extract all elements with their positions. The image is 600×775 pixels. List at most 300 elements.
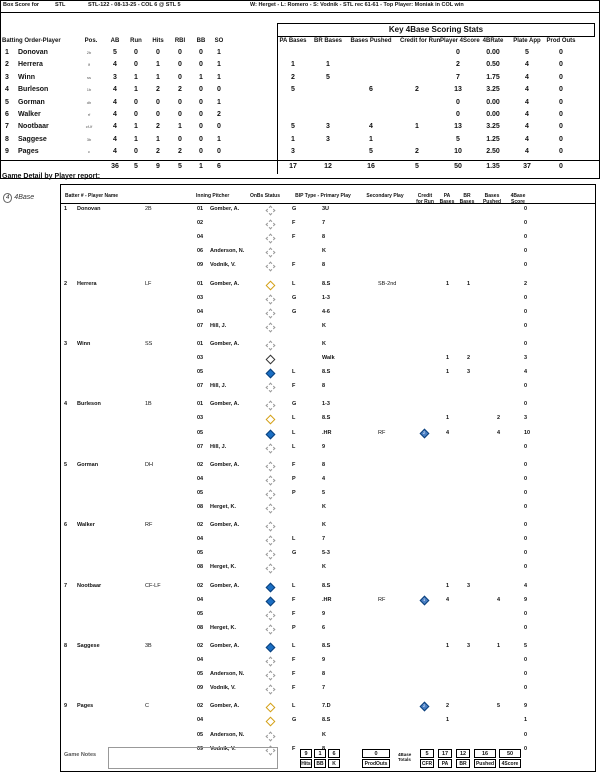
total-cfr: 5 (415, 163, 419, 170)
primary-play: 8 (322, 461, 326, 468)
row-number: 3 (5, 73, 9, 81)
stat-p4: 13 (454, 86, 462, 94)
player-name: Pages (77, 703, 94, 710)
stat-so: 0 (217, 86, 221, 94)
player-name: Winn (77, 340, 91, 347)
total-run: 5 (134, 163, 138, 170)
stat-run: 1 (134, 123, 138, 131)
pitcher: Herget, K. (210, 624, 236, 631)
pa-bases: 1 (446, 369, 450, 376)
row-score: 0 (524, 220, 528, 227)
bip-type: P (292, 489, 296, 496)
primary-play: 7.D (322, 703, 331, 710)
row-score: 3 (524, 415, 528, 422)
br-bases: 3 (467, 369, 471, 376)
bip-type: F (292, 262, 296, 269)
bip-type: P (292, 624, 296, 631)
stat-ab: 4 (113, 86, 117, 94)
stat-rate: 2.50 (486, 148, 500, 156)
stat-rate: 1.25 (486, 135, 500, 143)
stat-ab: 4 (113, 123, 117, 131)
inning: 09 (197, 262, 204, 269)
stat-p4: 0 (456, 49, 460, 56)
row-score: 0 (524, 322, 528, 329)
primary-play: 6 (322, 624, 326, 631)
primary-play: 1-3 (322, 401, 330, 408)
player-name: Saggese (77, 642, 100, 649)
detail-header-pa: PA Bases (439, 193, 455, 205)
stat-po: 0 (559, 123, 563, 131)
player-position: 1b (86, 87, 92, 93)
pa-bases: 1 (446, 717, 450, 724)
footer-stat-value: 0 (362, 749, 390, 758)
total-so: 6 (217, 163, 221, 170)
bip-type: L (292, 280, 296, 287)
total-ab: 36 (111, 163, 119, 170)
footer-stat-label: BR (456, 759, 470, 768)
inning: 02 (197, 642, 204, 649)
primary-play: 4-6 (322, 308, 330, 315)
pitcher: Hill, J. (210, 443, 227, 450)
player-name: Walker (18, 111, 41, 118)
footer-stat-value: 50 (499, 749, 521, 758)
stat-pa: 3 (291, 148, 295, 156)
stat-rate: 3.25 (486, 123, 500, 131)
inning: 05 (197, 731, 204, 738)
stat-po: 0 (559, 61, 563, 69)
row-score: 0 (524, 308, 528, 315)
stat-p4: 10 (454, 148, 462, 156)
row-score: 0 (524, 248, 528, 255)
stat-so: 1 (217, 98, 221, 106)
stat-so: 1 (217, 49, 221, 56)
stat-so: 1 (217, 73, 221, 81)
totals-divider (0, 160, 600, 161)
stat-so: 0 (217, 123, 221, 131)
col-header-br_bases: BR Bases (313, 38, 342, 44)
primary-play: .HR (322, 429, 332, 436)
stat-p4: 0 (456, 111, 460, 118)
row-number: 2 (5, 61, 9, 69)
box-score-label: Box Score for (3, 2, 40, 8)
primary-play: 3U (322, 206, 330, 212)
inning: 07 (197, 443, 204, 450)
stat-run: 0 (134, 148, 138, 156)
inning: 02 (197, 582, 204, 589)
inning: 05 (197, 550, 204, 557)
stat-br: 3 (326, 123, 330, 131)
bip-type: L (292, 642, 296, 649)
bip-type: F (292, 461, 296, 468)
row-score: 0 (524, 564, 528, 571)
primary-play: 8 (322, 234, 326, 241)
secondary-play: RF (378, 429, 386, 436)
col-header-prod_outs: Prod Outs (546, 38, 576, 44)
stat-rbi: 2 (178, 148, 182, 156)
row-score: 0 (524, 340, 528, 347)
stat-app: 4 (525, 123, 529, 131)
stat-app: 4 (525, 148, 529, 156)
player-name: Herrera (77, 280, 97, 287)
player-name: Donovan (77, 206, 101, 212)
stat-rbi: 0 (178, 73, 182, 81)
col-header-bases_pushed: Bases Pushed (350, 38, 392, 44)
col-header-p4score: Player 4Score (440, 38, 480, 44)
stat-pa: 1 (291, 135, 295, 143)
row-number: 1 (5, 49, 9, 56)
bip-type: F (292, 685, 296, 692)
row-score: 0 (524, 745, 528, 752)
bip-type: F (292, 745, 296, 752)
footer-stat-value: 6 (328, 749, 340, 758)
col-header-so: SO (214, 38, 224, 44)
player-position: DH (145, 461, 153, 468)
row-score: 0 (524, 731, 528, 738)
stat-run: 0 (134, 61, 138, 69)
stat-bb: 0 (199, 61, 203, 69)
pa-bases: 1 (446, 582, 450, 589)
stat-hits: 1 (156, 73, 160, 81)
primary-play: 9 (322, 610, 326, 617)
stat-bb: 1 (199, 73, 203, 81)
inning: 04 (197, 596, 204, 603)
primary-play: 8.S (322, 642, 331, 649)
row-score: 0 (524, 475, 528, 482)
pa-bases: 4 (446, 429, 450, 436)
game-notes-label: Game Notes (64, 752, 97, 758)
pa-bases: 1 (446, 355, 450, 361)
total-rbi: 5 (178, 163, 182, 170)
stat-rate: 3.25 (486, 86, 500, 94)
stat-hits: 2 (156, 123, 160, 131)
player-position: RF (145, 522, 153, 529)
footer-stat-value: 16 (474, 749, 496, 758)
row-number: 7 (5, 123, 9, 131)
row-score: 0 (524, 461, 528, 468)
row-score: 0 (524, 671, 528, 678)
primary-play: 7 (322, 685, 326, 692)
player-position: 3b (86, 136, 92, 142)
bip-type: F (292, 383, 296, 390)
inning: 03 (197, 294, 204, 301)
bip-type: L (292, 536, 296, 543)
inning: 02 (197, 220, 204, 227)
inning: 04 (197, 717, 204, 724)
stat-cfr: 2 (415, 86, 419, 94)
stat-p4: 2 (456, 61, 460, 69)
pa-bases: 4 (446, 596, 450, 603)
player-name: Burleson (77, 401, 101, 408)
bip-type: F (292, 610, 296, 617)
stat-bp: 1 (369, 135, 373, 143)
row-score: 2 (524, 280, 528, 287)
primary-play: 5-3 (322, 550, 330, 557)
total-br: 12 (324, 163, 332, 170)
stat-hits: 2 (156, 86, 160, 94)
inning: 08 (197, 624, 204, 631)
stat-br: 3 (326, 135, 330, 143)
row-score: 0 (524, 536, 528, 543)
player-position: CF-LF (145, 582, 161, 589)
player-name: Burleson (18, 86, 49, 94)
stat-po: 0 (559, 148, 563, 156)
primary-play: 8.S (322, 582, 331, 589)
primary-play: K (322, 340, 326, 347)
stat-rbi: 0 (178, 49, 182, 56)
row-score: 0 (524, 206, 528, 212)
row-score: 0 (524, 504, 528, 510)
primary-play: 8 (322, 262, 326, 269)
player-number: 9 (64, 703, 68, 710)
stat-bb: 0 (199, 148, 203, 156)
footer-stat-label: PA (438, 759, 452, 768)
detail-report-title: Game Detail by Player report: (2, 173, 101, 180)
player-position: rf (87, 112, 91, 117)
stat-app: 4 (525, 61, 529, 69)
stat-p4: 7 (456, 73, 460, 81)
stat-ab: 5 (113, 49, 117, 56)
stat-ab: 4 (113, 98, 117, 106)
footer-stat-label: Hits (301, 761, 311, 767)
stat-hits: 0 (156, 49, 160, 56)
footer-stat-label: CFR (421, 761, 433, 767)
bip-type: G (292, 717, 297, 724)
br-bases: 2 (467, 355, 471, 361)
player-position: 2b (86, 50, 92, 55)
detail-header-inning: Inning Pitcher (196, 193, 230, 199)
primary-play: 8 (322, 671, 326, 678)
stat-p4: 5 (456, 135, 460, 143)
primary-play: K (322, 731, 326, 738)
key-scoring-title: Key 4Base Scoring Stats (277, 23, 595, 37)
primary-play: 9 (322, 443, 326, 450)
detail-header-secondary: Secondary Play (366, 193, 404, 199)
bases-pushed: 2 (497, 415, 501, 422)
total-app: 37 (523, 163, 531, 170)
stat-app: 4 (525, 86, 529, 94)
team-label: STL (55, 2, 66, 8)
row-score: 0 (524, 294, 528, 301)
bip-type: G (292, 294, 297, 301)
primary-play: 8 (322, 745, 326, 752)
row-score: 4 (524, 369, 528, 376)
player-position: LF (145, 280, 152, 287)
total-bp: 16 (367, 163, 375, 170)
primary-play: 4 (322, 475, 326, 482)
row-score: 0 (524, 401, 528, 408)
primary-play: 8.S (322, 280, 331, 287)
player-position: dh (86, 99, 92, 105)
stat-bb: 0 (199, 86, 203, 94)
primary-play: 8.S (322, 369, 331, 376)
stat-run: 1 (134, 86, 138, 94)
stat-p4: 0 (456, 98, 460, 106)
inning: 04 (197, 657, 204, 663)
player-position: C (145, 703, 149, 710)
stat-hits: 1 (156, 135, 160, 143)
footer-stat-value: 9 (300, 749, 312, 758)
inning: 05 (197, 369, 204, 376)
stat-po: 0 (559, 73, 563, 81)
pitcher: Gomber, A. (210, 642, 240, 649)
bip-type: L (292, 429, 296, 436)
stat-rbi: 0 (178, 61, 182, 69)
player-number: 4 (64, 401, 68, 408)
detail-header-score: 4Base Score (510, 193, 526, 205)
row-number: 5 (5, 98, 9, 106)
detail-header-pushed: Bases Pushed (482, 193, 502, 205)
game-notes-box (108, 747, 278, 769)
player-name: Winn (18, 73, 36, 81)
player-position: 2B (145, 206, 152, 212)
row-score: 0 (524, 610, 528, 617)
inning: 01 (197, 206, 204, 212)
stat-app: 5 (525, 49, 529, 56)
br-bases: 3 (467, 642, 471, 649)
pa-bases: 1 (446, 280, 450, 287)
primary-play: 1-3 (322, 294, 330, 301)
total-po: 0 (559, 163, 563, 170)
col-header-cfr: Credit for Run (400, 38, 441, 44)
stat-run: 0 (134, 49, 138, 56)
row-number: 6 (5, 111, 9, 118)
pitcher: Gomber, A. (210, 522, 240, 529)
player-name: Nootbaar (18, 123, 49, 131)
bip-type: L (292, 582, 296, 589)
stat-rate: 1.75 (486, 73, 500, 81)
col-header-pa_bases: PA Bases (279, 38, 307, 44)
stat-po: 0 (559, 135, 563, 143)
bip-type: F (292, 234, 296, 241)
bip-type: F (292, 596, 296, 603)
stat-pa: 2 (291, 73, 295, 81)
bases-pushed: 1 (497, 642, 501, 649)
inning: 07 (197, 383, 204, 390)
stat-po: 0 (559, 98, 563, 106)
footer-stat-label: ProdOuts (362, 759, 390, 768)
primary-play: K (322, 564, 326, 571)
col-header-pos: Pos. (84, 38, 98, 44)
stat-hits: 2 (156, 148, 160, 156)
primary-play: 8.S (322, 717, 331, 724)
inning: 02 (197, 522, 204, 529)
footer-stat-value: 1 (314, 749, 326, 758)
player-number: 1 (64, 206, 68, 212)
stat-po: 0 (559, 49, 563, 56)
player-number: 5 (64, 461, 68, 468)
pa-bases: 2 (446, 703, 450, 710)
inning: 03 (197, 415, 204, 422)
stat-ab: 4 (113, 135, 117, 143)
footer-stat-label: 4Score (499, 759, 521, 768)
row-score: 4 (524, 582, 528, 589)
inning: 05 (197, 489, 204, 496)
footer-stat-label: K (328, 759, 340, 768)
stat-rbi: 0 (178, 98, 182, 106)
logo-text: 4Base (14, 194, 35, 201)
bip-type: F (292, 220, 296, 227)
footer-stat-value: 17 (438, 749, 452, 758)
inning: 03 (197, 355, 204, 361)
detail-header-cfr: Credit for Run (416, 193, 434, 205)
br-bases: 1 (467, 280, 471, 287)
player-position: 3B (145, 642, 152, 649)
total-hits: 9 (156, 163, 160, 170)
row-score: 3 (524, 355, 528, 361)
row-number: 9 (5, 148, 9, 156)
primary-play: .HR (322, 596, 332, 603)
stat-so: 1 (217, 135, 221, 143)
col-header-plate_app: Plate App (513, 38, 541, 44)
row-score: 0 (524, 383, 528, 390)
inning: 05 (197, 610, 204, 617)
inning: 09 (197, 685, 204, 692)
stat-p4: 13 (454, 123, 462, 131)
br-bases: 3 (467, 582, 471, 589)
primary-play: 8.S (322, 415, 331, 422)
col-header-ab: AB (110, 38, 120, 44)
stat-hits: 1 (156, 61, 160, 69)
player-position: SS (145, 340, 153, 347)
stat-app: 4 (525, 111, 529, 118)
4base-logo: 4 4Base (3, 194, 37, 210)
col-header-rbi: RBI (174, 38, 186, 44)
stat-run: 1 (134, 135, 138, 143)
pitcher: Gomber, A. (210, 340, 240, 347)
bip-type: L (292, 415, 296, 422)
pitcher: Hill, J. (210, 322, 227, 329)
pitcher: Vodnik, V. (210, 685, 236, 692)
player-number: 7 (64, 582, 68, 589)
inning: 02 (197, 703, 204, 710)
stat-hits: 0 (156, 98, 160, 106)
primary-play: 5 (322, 489, 326, 496)
row-score: 0 (524, 262, 528, 269)
pitcher: Gomber, A. (210, 401, 240, 408)
secondary-play: RF (378, 596, 386, 603)
pitcher: Gomber, A. (210, 461, 240, 468)
stat-ab: 4 (113, 111, 117, 118)
footer-stat-label: BB (314, 759, 326, 768)
primary-play: 8 (322, 383, 326, 390)
primary-play: K (322, 248, 326, 255)
stat-ab: 4 (113, 61, 117, 69)
stat-pa: 5 (291, 86, 295, 94)
col-header-bb: BB (196, 38, 206, 44)
total-p4: 50 (454, 163, 462, 170)
pitcher: Anderson, N. (210, 731, 245, 738)
stat-app: 4 (525, 135, 529, 143)
stat-cfr: 2 (415, 148, 419, 156)
row-score: 9 (524, 596, 528, 603)
total-bb: 1 (199, 163, 203, 170)
player-position: c (88, 149, 90, 155)
inning: 06 (197, 248, 204, 255)
row-score: 0 (524, 685, 528, 692)
bip-type: L (292, 443, 296, 450)
primary-play: K (322, 522, 326, 529)
pitcher: Vodnik, V. (210, 262, 236, 269)
detail-header-br: BR Bases (459, 193, 475, 205)
pitcher: Hill, J. (210, 383, 227, 390)
stat-rbi: 1 (178, 123, 182, 131)
stat-so: 1 (217, 61, 221, 69)
inning: 09 (197, 745, 204, 752)
game-info: STL-122 - 08-13-25 - COL 6 @ STL 5 (88, 2, 181, 8)
pitcher: Gomber, A. (210, 582, 240, 589)
row-score: 0 (524, 550, 528, 557)
player-number: 6 (64, 522, 68, 529)
